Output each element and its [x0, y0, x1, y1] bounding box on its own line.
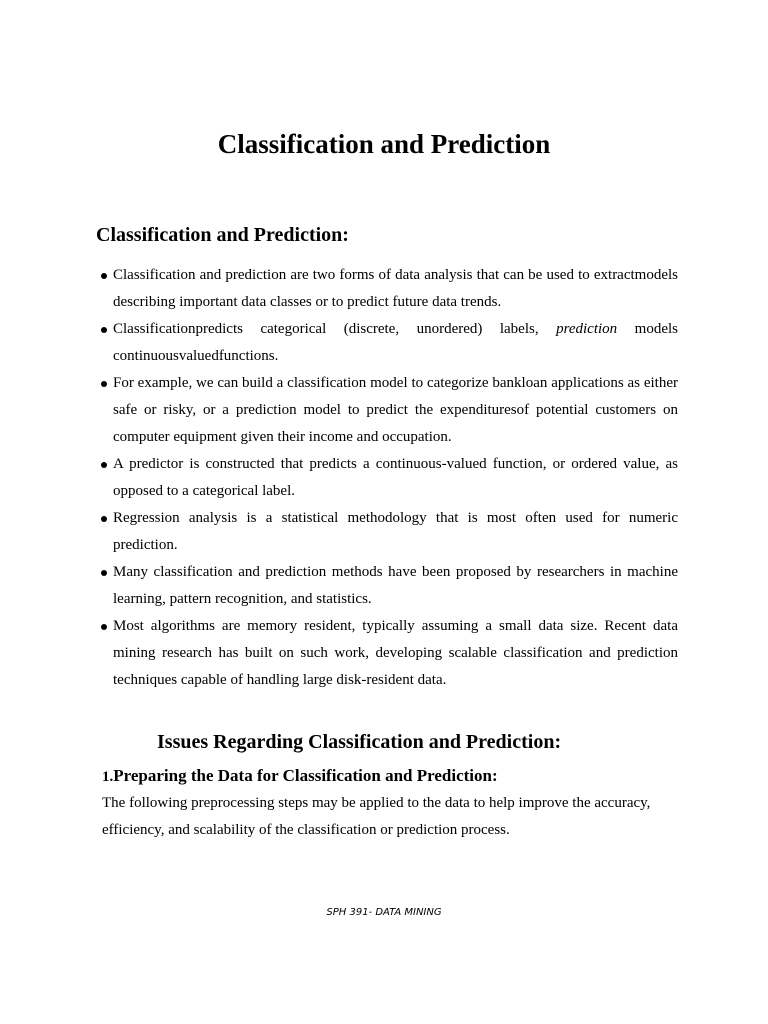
issues-heading: Issues Regarding Classification and Prediction:: [157, 731, 562, 753]
list-item: [101, 505, 678, 559]
section-heading: Classification and Prediction:: [96, 224, 349, 246]
list-item: [101, 613, 678, 694]
page-title: Classification and Prediction: [217, 129, 551, 159]
bullet-icon: [101, 624, 107, 630]
subsection-heading: [102, 764, 498, 789]
bullet-text: Classification and prediction are two forms of data analysis that can be used to extractmodels describing important data classes or to predict future data trends.: [113, 267, 678, 310]
bullet-text: A predictor is constructed that predicts a continuous-valued function, or ordered value, as opposed to a categorical label.: [113, 456, 678, 499]
bullet-text: Many classification and prediction methods have been proposed by researchers in machine learning, pattern recognition, and statistics.: [113, 564, 678, 607]
bullet-icon: [101, 462, 107, 468]
bullet-icon: [101, 273, 107, 279]
bullet-icon: [101, 381, 107, 387]
body-paragraph: The following preprocessing steps may be applied to the data to help improve the accuracy, efficiency, and scalability of the classification or prediction process.: [102, 795, 651, 838]
bullet-text: Classificationpredicts categorical (discrete, unordered) labels,: [113, 321, 557, 337]
bullet-text: models continuousvaluedfunctions.: [113, 321, 678, 364]
bullet-icon: [101, 327, 107, 333]
bullet-list: [101, 262, 678, 694]
list-item: [101, 316, 678, 370]
bullet-emphasis: prediction: [556, 321, 618, 337]
page-footer: SPH 391- DATA MINING: [326, 907, 442, 918]
list-item: [101, 262, 678, 316]
list-item: [101, 370, 678, 451]
bullet-icon: [101, 516, 107, 522]
list-item: [101, 559, 678, 613]
bullet-icon: [101, 570, 107, 576]
subsection-number: 1.: [102, 769, 114, 785]
bullet-text: For example, we can build a classification model to categorize bankloan applications as either safe or risky, or a prediction model to predict the expendituresof potential customers on computer equipment given their income and occupation.: [113, 375, 678, 445]
subsection-title: Preparing the Data for Classification and Prediction:: [113, 766, 498, 785]
bullet-text: Regression analysis is a statistical methodology that is most often used for numeric prediction.: [113, 510, 678, 553]
list-item: [101, 451, 678, 505]
bullet-text: Most algorithms are memory resident, typically assuming a small data size. Recent data mining research has built on such work, developing scalable classification and prediction techniques capable of handling large disk-resident data.: [113, 618, 678, 688]
